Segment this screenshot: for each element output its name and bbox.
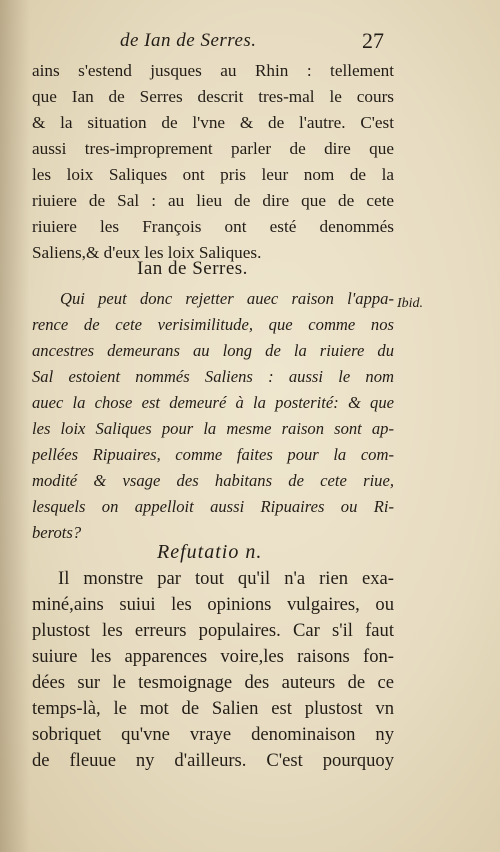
text-line: riuiere de Sal : au lieu de dire que de cete bbox=[32, 191, 394, 210]
text-line: aussi tres-improprement parler de dire que bbox=[32, 139, 394, 158]
text-line: Sal estoient nommés Saliens : aussi le nom bbox=[32, 367, 394, 386]
text-line: rence de cete verisimilitude, que comme nos bbox=[32, 315, 394, 334]
quotation bbox=[32, 286, 394, 546]
text-line: ains s'estend jusques au Rhin : tellement bbox=[32, 61, 394, 80]
text-line: temps-là, le mot de Salien est plustost vn bbox=[32, 698, 394, 719]
text-line: lesquels on appelloit aussi Ripuaires ou Ri- bbox=[32, 497, 394, 516]
paragraph-1 bbox=[32, 58, 394, 266]
text-line: ancestres demeurans au long de la riuiere du bbox=[32, 341, 394, 360]
text-line: riuiere les François ont esté denommés bbox=[32, 217, 394, 236]
paragraph-2 bbox=[32, 566, 394, 774]
text-line: miné,ains suiui les opinions vulgaires, ou bbox=[32, 594, 394, 615]
running-title: de Ian de Serres. bbox=[120, 30, 257, 51]
text-line: les loix Saliques pour la mesme raison sont ap- bbox=[32, 419, 394, 438]
page-number: 27 bbox=[362, 28, 384, 53]
text-line: les loix Saliques ont pris leur nom de la bbox=[32, 165, 394, 184]
text-line: Il monstre par tout qu'il n'a rien exa- bbox=[58, 568, 394, 589]
margin-note-ibid: Ibid. bbox=[397, 296, 424, 311]
text-line: Saliens,& d'eux les loix Saliques. bbox=[32, 243, 262, 262]
text-line: sobriquet qu'vne vraye denominaison ny bbox=[32, 724, 394, 745]
text-line: de fleuue ny d'ailleurs. C'est pourquoy bbox=[32, 750, 394, 771]
section-heading-refutation: Refutatio n. bbox=[157, 541, 263, 563]
section-heading-ian-de-serres: Ian de Serres. bbox=[137, 258, 248, 279]
text-line: que Ian de Serres descrit tres-mal le cours bbox=[32, 87, 394, 106]
text-line: pellées Ripuaires, comme faites pour la com- bbox=[32, 445, 394, 464]
text-line: suiure les apparences voire,les raisons fon- bbox=[32, 646, 394, 667]
text-line: & la situation de l'vne & de l'autre. C'est bbox=[32, 113, 394, 132]
text-line: plustost les erreurs populaires. Car s'il faut bbox=[32, 620, 394, 641]
text-line: modité & vsage des habitans de cete riue, bbox=[32, 471, 394, 490]
page-gutter-shadow bbox=[0, 0, 30, 852]
text-line: dées sur le tesmoignage des auteurs de ce bbox=[32, 672, 394, 693]
text-line: berots? bbox=[32, 523, 82, 542]
text-line: auec la chose est demeuré à la posterité: & que bbox=[32, 393, 394, 412]
text-line: Qui peut donc rejetter auec raison l'appa- bbox=[60, 289, 394, 308]
